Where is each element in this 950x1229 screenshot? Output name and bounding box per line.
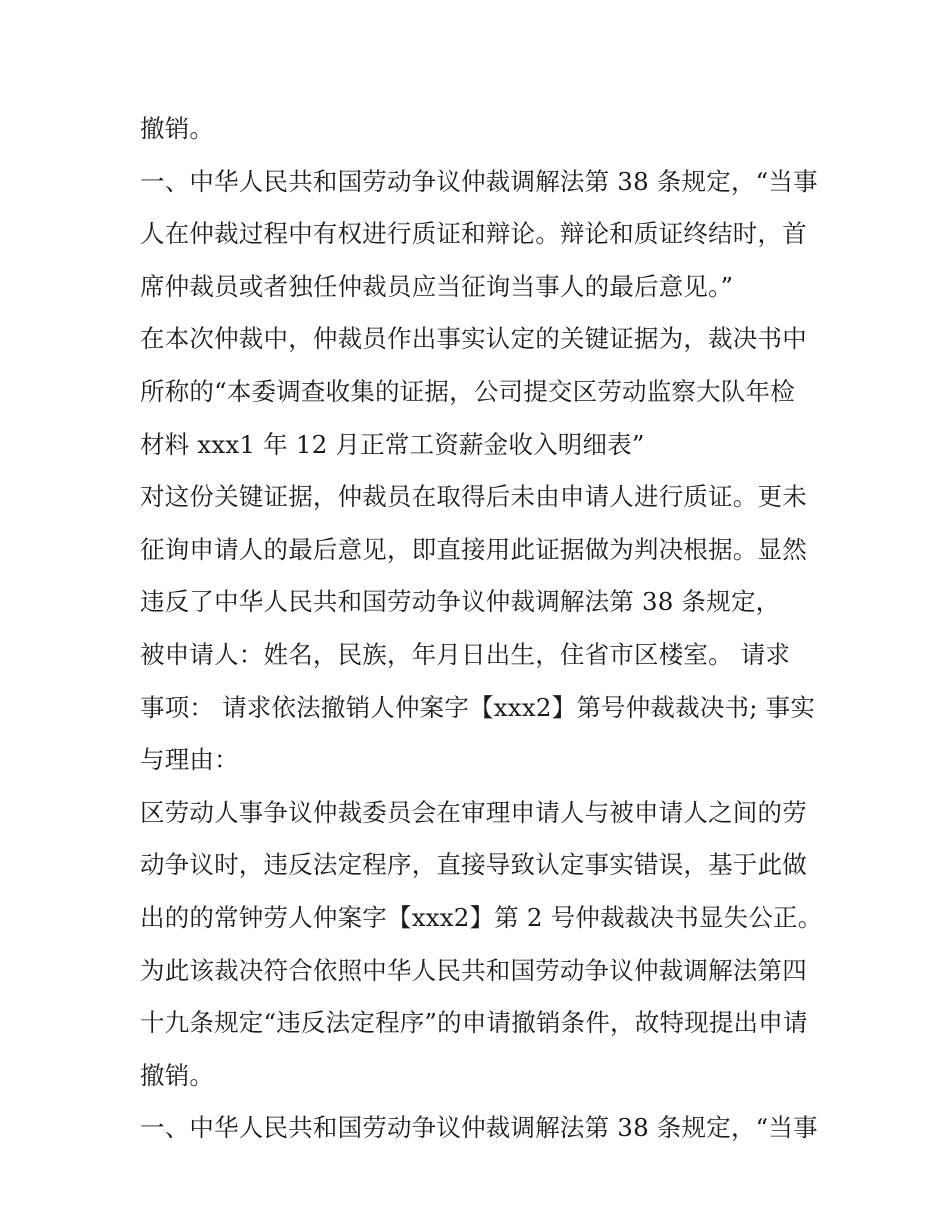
text-line: 一、中华人民共和国劳动争议仲裁调解法第 38 条规定，“当事: [140, 166, 818, 196]
text-line: 出的的常钟劳人仲案字【xxx2】第 2 号仲裁裁决书显失公正。: [140, 902, 823, 932]
text-line: 十九条规定“违反法定程序”的申请撤销条件，故特现提出申请: [140, 1008, 808, 1038]
text-line: 事项： 请求依法撤销人仲案字【xxx2】第号仲裁裁决书; 事实: [140, 692, 816, 722]
text-line: 违反了中华人民共和国劳动争议仲裁调解法第 38 条规定，: [140, 587, 781, 617]
text-line: 对这份关键证据，仲裁员在取得后未由申请人进行质证。更未: [140, 482, 807, 512]
text-line: 一、中华人民共和国劳动争议仲裁调解法第 38 条规定，“当事: [140, 1113, 818, 1143]
text-line: 席仲裁员或者独任仲裁员应当征询当事人的最后意见。”: [140, 271, 734, 301]
text-line: 被申请人：姓名，民族，年月日出生，住省市区楼室。 请求: [140, 639, 791, 669]
text-line: 材料 xxx1 年 12 月正常工资薪金收入明细表”: [140, 429, 645, 459]
text-line: 征询申请人的最后意见，即直接用此证据做为判决根据。显然: [140, 534, 807, 564]
text-line: 与理由：: [140, 745, 239, 775]
text-line: 所称的“本委调查收集的证据，公司提交区劳动监察大队年检: [140, 376, 795, 406]
text-line: 为此该裁决符合依照中华人民共和国劳动争议仲裁调解法第四: [140, 955, 807, 985]
text-line: 撤销。: [140, 1060, 215, 1090]
text-line: 人在仲裁过程中有权进行质证和辩论。辩论和质证终结时，首: [140, 219, 807, 249]
text-line: 区劳动人事争议仲裁委员会在审理申请人与被申请人之间的劳: [140, 797, 807, 827]
text-line: 撤销。: [140, 114, 215, 143]
document-body: [140, 103, 823, 1155]
text-line: 在本次仲裁中，仲裁员作出事实认定的关键证据为，裁决书中: [140, 324, 807, 354]
text-line: 动争议时，违反法定程序，直接导致认定事实错误，基于此做: [140, 850, 807, 880]
